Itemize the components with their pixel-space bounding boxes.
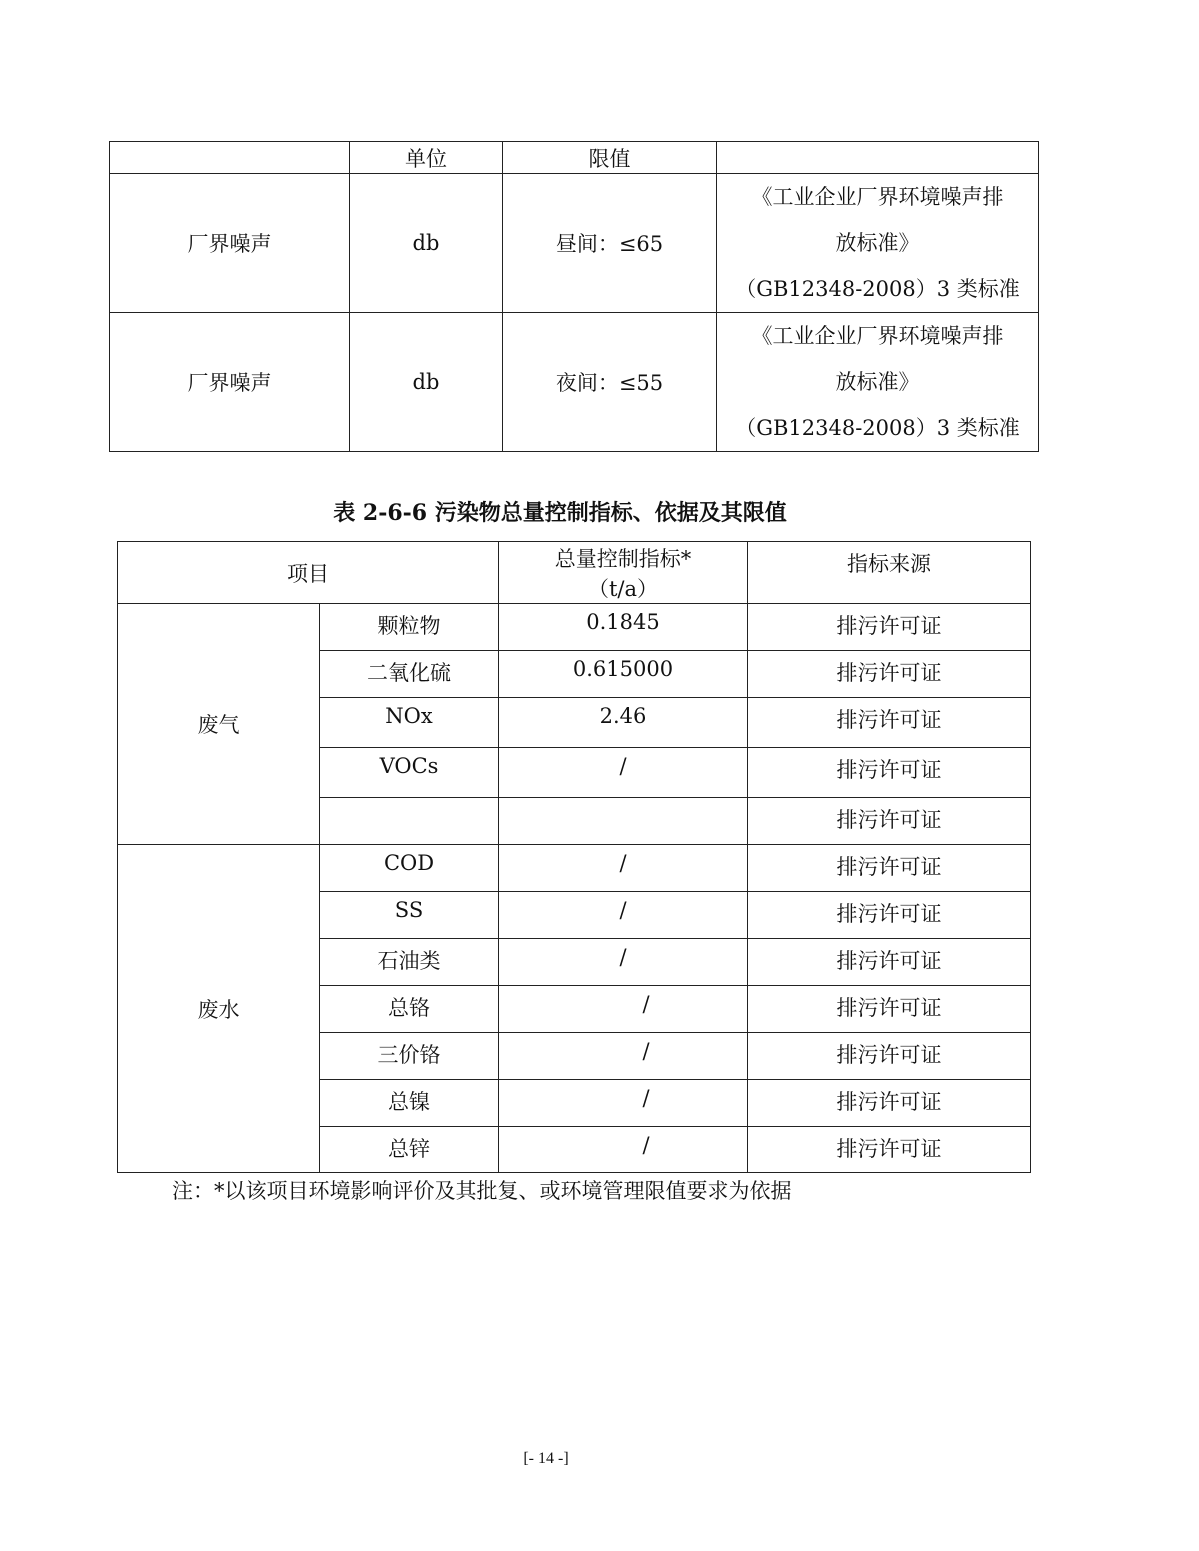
pollutant-value: / [499, 892, 748, 939]
pollutant-name: VOCs [320, 748, 499, 798]
header-index [499, 542, 748, 604]
page-number: [- 14 -] [523, 1450, 569, 1467]
pollutant-name: 总铬 [320, 986, 499, 1033]
pollutant-value [499, 798, 748, 845]
header-item: 项目 [118, 542, 499, 604]
header-index-unit: （t/a） [587, 576, 659, 601]
pollutant-name: COD [320, 845, 499, 892]
noise-limit: 夜间：≤55 [503, 313, 717, 452]
table-caption: 表 2-6-6 污染物总量控制指标、依据及其限值 [333, 500, 787, 526]
noise-item: 厂界噪声 [110, 174, 350, 313]
table-header-row [118, 542, 1031, 604]
source-line: （GB12348-2008）3 类标准 [735, 416, 1020, 440]
pollutant-value: / [499, 748, 748, 798]
header-limit: 限值 [503, 142, 717, 174]
source-line: 放标准》 [835, 370, 920, 394]
pollutant-source: 排污许可证 [748, 1080, 1031, 1127]
pollutant-source: 排污许可证 [748, 892, 1031, 939]
pollutant-source: 排污许可证 [748, 798, 1031, 845]
pollutant-value: / [499, 939, 748, 986]
pollutant-source: 排污许可证 [748, 986, 1031, 1033]
source-line: 《工业企业厂界环境噪声排 [751, 185, 1004, 209]
table-header-row [110, 142, 1039, 174]
pollutant-value: / [499, 1127, 748, 1173]
pollutant-name: 三价铬 [320, 1033, 499, 1080]
header-unit: 单位 [350, 142, 503, 174]
pollutant-source: 排污许可证 [748, 604, 1031, 651]
table-row [118, 604, 1031, 651]
noise-unit: db [350, 313, 503, 452]
header-source [717, 142, 1039, 174]
pollutant-name [320, 798, 499, 845]
pollutant-name: 颗粒物 [320, 604, 499, 651]
header-item [110, 142, 350, 174]
pollutant-value: / [499, 845, 748, 892]
noise-item: 厂界噪声 [110, 313, 350, 452]
pollutant-value: 2.46 [499, 698, 748, 748]
source-line: （GB12348-2008）3 类标准 [735, 277, 1020, 301]
header-index-line: 总量控制指标* [554, 546, 692, 571]
pollutant-value: / [499, 986, 748, 1033]
pollutant-source: 排污许可证 [748, 1033, 1031, 1080]
pollutant-name: 总镍 [320, 1080, 499, 1127]
pollutant-name: 二氧化硫 [320, 651, 499, 698]
pollutant-source: 排污许可证 [748, 748, 1031, 798]
pollutant-source: 排污许可证 [748, 939, 1031, 986]
pollutant-name: NOx [320, 698, 499, 748]
pollutant-value: / [499, 1033, 748, 1080]
pollutant-source: 排污许可证 [748, 651, 1031, 698]
noise-source [717, 174, 1039, 313]
pollutant-name: SS [320, 892, 499, 939]
table-note: 注：*以该项目环境影响评价及其批复、或环境管理限值要求为依据 [172, 1179, 792, 1203]
source-line: 放标准》 [835, 231, 920, 255]
source-line: 《工业企业厂界环境噪声排 [751, 324, 1004, 348]
pollutant-value: 0.1845 [499, 604, 748, 651]
pollutant-name: 石油类 [320, 939, 499, 986]
noise-unit: db [350, 174, 503, 313]
header-source: 指标来源 [748, 542, 1031, 604]
pollutant-name: 总锌 [320, 1127, 499, 1173]
pollutant-source: 排污许可证 [748, 1127, 1031, 1173]
table-row [110, 174, 1039, 313]
noise-limit: 昼间：≤65 [503, 174, 717, 313]
noise-source [717, 313, 1039, 452]
pollutant-source: 排污许可证 [748, 845, 1031, 892]
group-name: 废气 [118, 604, 320, 845]
noise-standard-table [109, 141, 1039, 452]
pollutant-control-table [117, 541, 1031, 1173]
pollutant-source: 排污许可证 [748, 698, 1031, 748]
group-name: 废水 [118, 845, 320, 1173]
pollutant-value: 0.615000 [499, 651, 748, 698]
table-row [118, 845, 1031, 892]
table-row [110, 313, 1039, 452]
pollutant-value: / [499, 1080, 748, 1127]
